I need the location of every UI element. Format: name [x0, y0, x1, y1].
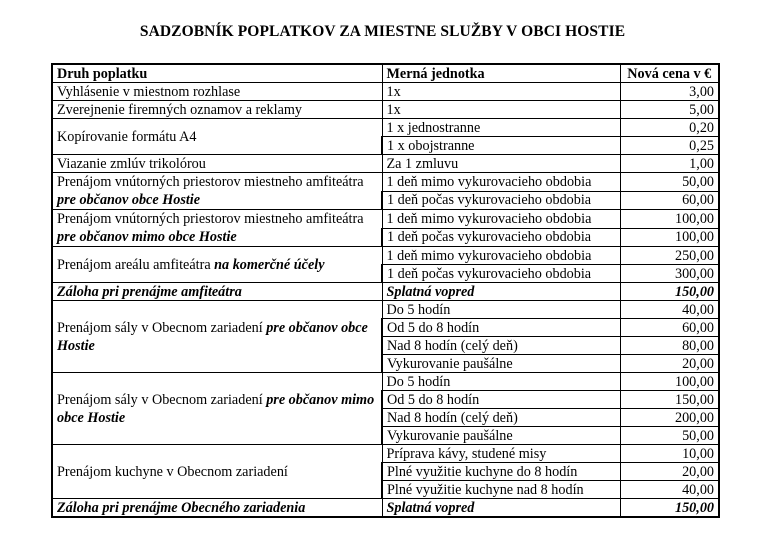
- fee-name-cell: [52, 373, 382, 445]
- table-row: [52, 119, 719, 137]
- fee-price: 20,00: [620, 355, 719, 373]
- fee-unit: 1 deň počas vykurovacieho obdobia: [382, 265, 620, 283]
- fee-audience: pre občanov mimo obce Hostie: [57, 391, 375, 426]
- fee-unit: Do 5 hodín: [382, 373, 620, 391]
- fee-name: Prenájom sály v Obecnom zariadení: [57, 391, 263, 408]
- table-row: [52, 210, 719, 229]
- table-row: [52, 155, 719, 173]
- fee-unit: Nad 8 hodín (celý deň): [382, 409, 620, 427]
- table-row: [52, 247, 719, 265]
- fee-price: 300,00: [620, 265, 719, 283]
- fee-name-cell: [52, 173, 382, 210]
- fee-name-cell: [52, 247, 382, 283]
- fee-unit: Príprava kávy, studené misy: [382, 445, 620, 463]
- deposit-row: [52, 499, 719, 518]
- fee-price: 50,00: [620, 427, 719, 445]
- fee-unit: 1 deň počas vykurovacieho obdobia: [382, 228, 620, 247]
- fee-name: Vyhlásenie v miestnom rozhlase: [52, 83, 382, 101]
- page-title: SADZOBNÍK POPLATKOV ZA MIESTNE SLUŽBY V OBCI HOSTIE: [139, 23, 626, 40]
- fee-name: Záloha pri prenájme amfiteátra: [52, 283, 382, 301]
- fee-price: 80,00: [620, 337, 719, 355]
- fee-audience: pre občanov mimo obce Hostie: [57, 229, 237, 245]
- fee-price: 20,00: [620, 463, 719, 481]
- fee-unit: Do 5 hodín: [382, 301, 620, 319]
- fee-price: 5,00: [620, 101, 719, 119]
- fee-unit: 1 deň počas vykurovacieho obdobia: [382, 191, 620, 210]
- fee-name: Viazanie zmlúv trikolórou: [52, 155, 382, 173]
- fee-unit: 1 deň mimo vykurovacieho obdobia: [382, 247, 620, 265]
- fee-price: 60,00: [620, 319, 719, 337]
- fee-unit: Od 5 do 8 hodín: [382, 319, 620, 337]
- fee-unit: Plné využitie kuchyne do 8 hodín: [382, 463, 620, 481]
- fee-price: 200,00: [620, 409, 719, 427]
- fee-unit: Vykurovanie paušálne: [382, 355, 620, 373]
- fee-unit: Od 5 do 8 hodín: [382, 391, 620, 409]
- column-header: Merná jednotka: [382, 64, 620, 83]
- fee-unit: 1 deň mimo vykurovacieho obdobia: [382, 210, 620, 229]
- fee-price: 3,00: [620, 83, 719, 101]
- fee-name: Prenájom vnútorných priestorov miestneho amfiteátra: [57, 174, 364, 190]
- fee-unit: 1x: [382, 83, 620, 101]
- fee-unit: Splatná vopred: [382, 499, 620, 518]
- fee-name-cell: [52, 301, 382, 373]
- fee-name: Zverejnenie firemných oznamov a reklamy: [52, 101, 382, 119]
- fee-name: Prenájom kuchyne v Obecnom zariadení: [52, 445, 382, 499]
- table-header-row: [52, 64, 719, 83]
- fee-unit: 1x: [382, 101, 620, 119]
- fee-price: 100,00: [620, 373, 719, 391]
- fee-name: Kopírovanie formátu A4: [52, 119, 382, 155]
- fee-price: 40,00: [620, 481, 719, 499]
- table-row: [52, 373, 719, 391]
- fee-price: 10,00: [620, 445, 719, 463]
- fee-unit: 1 x obojstranne: [382, 137, 620, 155]
- fee-price: 100,00: [620, 210, 719, 229]
- fee-audience: pre občanov obce Hostie: [57, 192, 201, 208]
- fee-unit: 1 deň mimo vykurovacieho obdobia: [382, 173, 620, 192]
- fee-name: Prenájom vnútorných priestorov miestneho amfiteátra: [57, 211, 364, 227]
- fee-price: 150,00: [620, 283, 719, 301]
- fee-price: 50,00: [620, 173, 719, 192]
- fee-price: 0,20: [620, 119, 719, 137]
- fee-unit: Vykurovanie paušálne: [382, 427, 620, 445]
- fee-price: 150,00: [620, 391, 719, 409]
- fee-price: 40,00: [620, 301, 719, 319]
- fee-name: Prenájom sály v Obecnom zariadení: [57, 319, 263, 336]
- table-row: [52, 83, 719, 101]
- table-row: [52, 173, 719, 192]
- fee-price: 100,00: [620, 228, 719, 247]
- fee-price: 60,00: [620, 191, 719, 210]
- fee-name: Záloha pri prenájme Obecného zariadenia: [52, 499, 382, 518]
- fee-unit: Plné využitie kuchyne nad 8 hodín: [382, 481, 620, 499]
- fee-unit: 1 x jednostranne: [382, 119, 620, 137]
- fee-unit: Za 1 zmluvu: [382, 155, 620, 173]
- fee-audience: na komerčné účely: [214, 256, 325, 273]
- fee-audience: pre občanov obce Hostie: [57, 319, 368, 354]
- fee-price: 0,25: [620, 137, 719, 155]
- fee-unit: Splatná vopred: [382, 283, 620, 301]
- fee-price: 150,00: [620, 499, 719, 518]
- fee-price: 250,00: [620, 247, 719, 265]
- table-row: [52, 445, 719, 463]
- fee-unit: Nad 8 hodín (celý deň): [382, 337, 620, 355]
- table-row: [52, 101, 719, 119]
- fee-name: Prenájom areálu amfiteátra: [57, 256, 211, 273]
- column-header: Druh poplatku: [52, 64, 382, 83]
- table-row: [52, 301, 719, 319]
- deposit-row: [52, 283, 719, 301]
- column-header: Nová cena v €: [620, 64, 719, 83]
- fee-table: [51, 63, 720, 518]
- fee-price: 1,00: [620, 155, 719, 173]
- fee-name-cell: [52, 210, 382, 247]
